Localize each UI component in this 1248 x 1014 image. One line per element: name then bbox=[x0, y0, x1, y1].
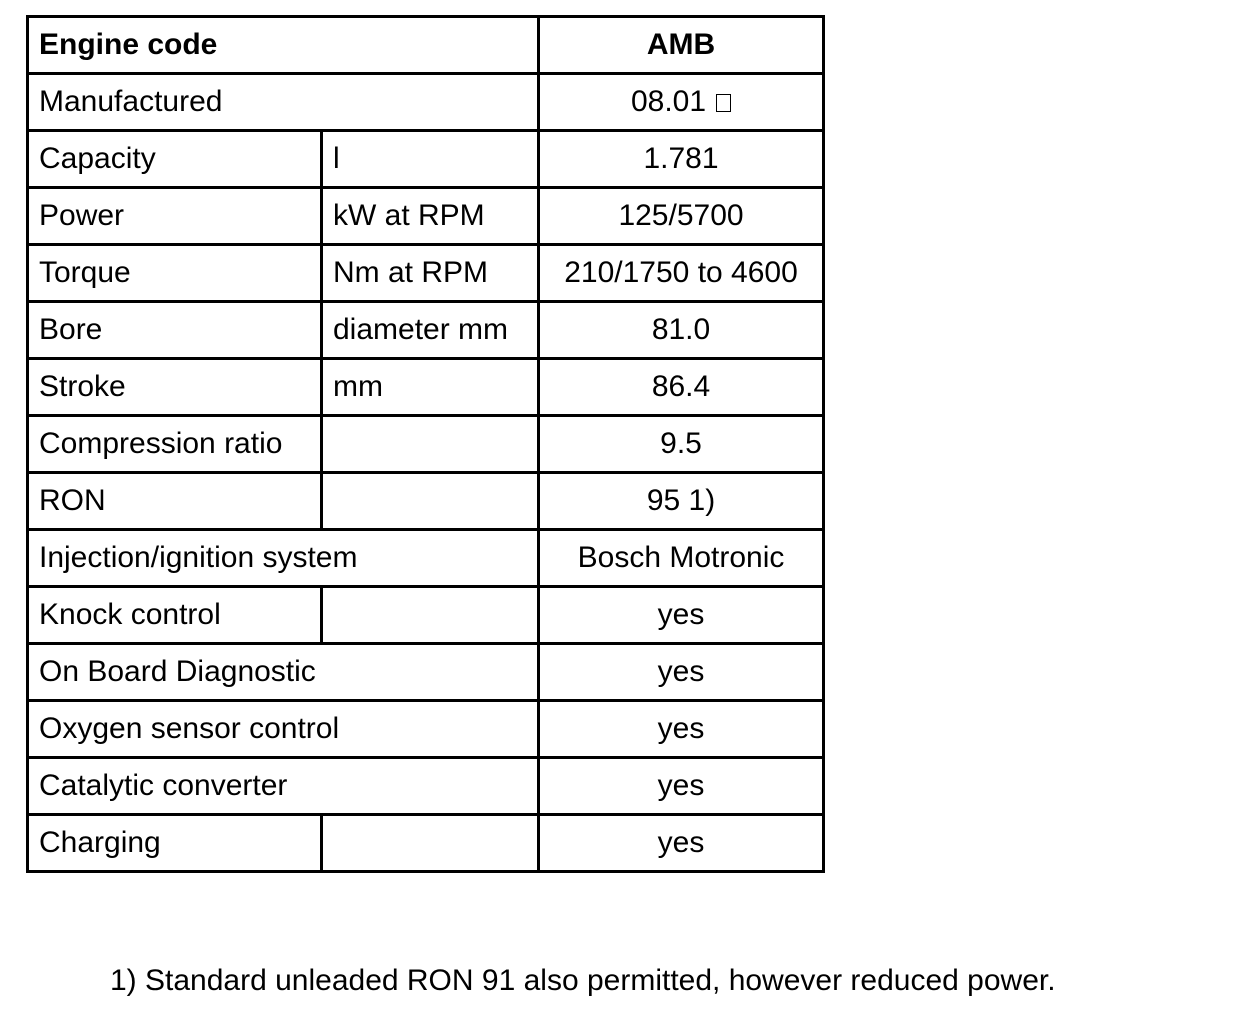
row-label: On Board Diagnostic bbox=[28, 644, 539, 701]
table-row bbox=[28, 758, 824, 815]
row-unit bbox=[322, 587, 539, 644]
row-label: Catalytic converter bbox=[28, 758, 539, 815]
table-row bbox=[28, 530, 824, 587]
row-unit bbox=[322, 416, 539, 473]
row-label: Bore bbox=[28, 302, 322, 359]
row-value: 9.5 bbox=[539, 416, 824, 473]
row-label: Manufactured bbox=[28, 74, 539, 131]
row-value: yes bbox=[539, 644, 824, 701]
table-row bbox=[28, 74, 824, 131]
row-unit: Nm at RPM bbox=[322, 245, 539, 302]
table-row bbox=[28, 359, 824, 416]
row-value: 1.781 bbox=[539, 131, 824, 188]
row-label: Charging bbox=[28, 815, 322, 872]
row-value: yes bbox=[539, 587, 824, 644]
row-label: Capacity bbox=[28, 131, 322, 188]
manufactured-value: 08.01 bbox=[630, 85, 707, 118]
row-value: 95 1) bbox=[539, 473, 824, 530]
row-label: Stroke bbox=[28, 359, 322, 416]
table-row bbox=[28, 188, 824, 245]
row-value bbox=[539, 74, 824, 131]
row-unit bbox=[322, 815, 539, 872]
engine-code-value: AMB bbox=[539, 17, 824, 74]
row-value: 125/5700 bbox=[539, 188, 824, 245]
row-unit: l bbox=[322, 131, 539, 188]
row-unit: diameter mm bbox=[322, 302, 539, 359]
row-label: Torque bbox=[28, 245, 322, 302]
row-value: 210/1750 to 4600 bbox=[539, 245, 824, 302]
engine-spec-table bbox=[26, 15, 825, 873]
row-unit: kW at RPM bbox=[322, 188, 539, 245]
footnote: 1) Standard unleaded RON 91 also permitted, however reduced power. bbox=[110, 964, 1056, 997]
row-label: Oxygen sensor control bbox=[28, 701, 539, 758]
row-label: Knock control bbox=[28, 587, 322, 644]
row-value: yes bbox=[539, 815, 824, 872]
table-row bbox=[28, 644, 824, 701]
table-header-row bbox=[28, 17, 824, 74]
table-row bbox=[28, 131, 824, 188]
row-value: Bosch Motronic bbox=[539, 530, 824, 587]
row-label: Compression ratio bbox=[28, 416, 322, 473]
row-label: RON bbox=[28, 473, 322, 530]
table-row bbox=[28, 416, 824, 473]
row-unit bbox=[322, 473, 539, 530]
table-row bbox=[28, 701, 824, 758]
box-icon bbox=[716, 94, 731, 112]
table-row bbox=[28, 587, 824, 644]
row-value: yes bbox=[539, 701, 824, 758]
engine-code-label: Engine code bbox=[28, 17, 539, 74]
table-row bbox=[28, 815, 824, 872]
table-row bbox=[28, 473, 824, 530]
row-value: 81.0 bbox=[539, 302, 824, 359]
row-value: 86.4 bbox=[539, 359, 824, 416]
row-label: Power bbox=[28, 188, 322, 245]
row-label: Injection/ignition system bbox=[28, 530, 539, 587]
row-value: yes bbox=[539, 758, 824, 815]
row-unit: mm bbox=[322, 359, 539, 416]
table-row bbox=[28, 245, 824, 302]
table-row bbox=[28, 302, 824, 359]
